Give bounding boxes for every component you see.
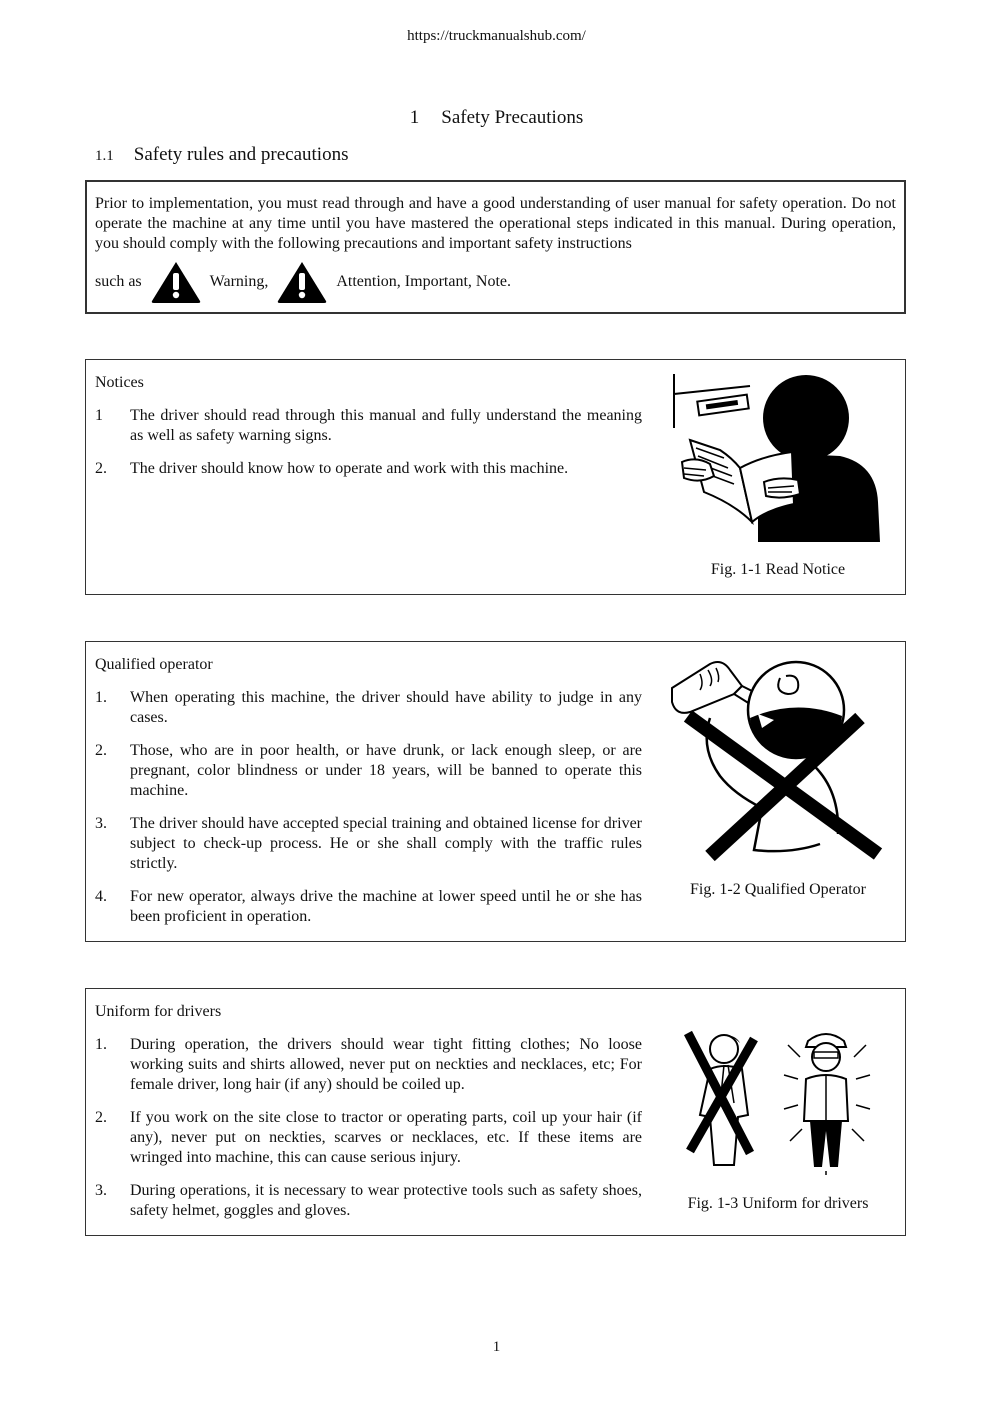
intro-warning-label: Warning, xyxy=(209,273,269,290)
list-item xyxy=(95,887,642,927)
item-number: 1 xyxy=(95,407,103,424)
chapter-heading xyxy=(0,107,993,129)
item-text: The driver should know how to operate and work with this machine. xyxy=(130,460,569,477)
figure-caption: Fig. 1-3 Uniform for drivers xyxy=(687,1195,869,1212)
uniform-title: Uniform for drivers xyxy=(95,1003,222,1020)
item-text: During operations, it is necessary to wear protective tools such as safety shoes, safety helmet, goggles and gloves. xyxy=(130,1182,642,1219)
page-number: 1 xyxy=(492,1339,501,1355)
item-text: The driver should have accepted special training and obtained license for driver subject to check-up process. He or she shall comply with the traffic rules strictly. xyxy=(130,815,642,872)
list-item xyxy=(95,459,642,479)
list-item xyxy=(95,688,642,728)
section-heading xyxy=(95,144,348,166)
item-text: The driver should read through this manual and fully understand the meaning as well as safety warning signs. xyxy=(130,407,642,444)
intro-last-line xyxy=(95,260,896,304)
notices-title: Notices xyxy=(95,374,144,391)
item-number: 1. xyxy=(95,689,107,706)
item-number: 1. xyxy=(95,1036,107,1053)
notices-list xyxy=(95,406,642,492)
qualified-box xyxy=(85,641,906,942)
item-number: 3. xyxy=(95,815,107,832)
warning-triangle-icon xyxy=(150,260,202,304)
item-number: 2. xyxy=(95,742,107,759)
header-url[interactable]: https://truckmanualshub.com/ xyxy=(407,28,586,44)
list-item xyxy=(95,1181,642,1221)
item-number: 2. xyxy=(95,460,107,477)
notices-box xyxy=(85,359,906,595)
list-item xyxy=(95,406,642,446)
uniform-drivers-figure xyxy=(680,1025,886,1179)
item-text: If you work on the site close to tractor or operating parts, coil up your hair (if any), never put on neckties, scarves or necklaces, etc. If these items are wringed into machine, this can cause serious injury. xyxy=(130,1109,642,1166)
chapter-title: Safety Precautions xyxy=(441,107,584,128)
item-number: 3. xyxy=(95,1182,107,1199)
section-number: 1.1 xyxy=(95,148,114,164)
qualified-list xyxy=(95,688,642,940)
uniform-list xyxy=(95,1035,642,1234)
qualified-title: Qualified operator xyxy=(95,656,213,673)
qualified-operator-figure xyxy=(670,658,890,868)
figure-caption: Fig. 1-1 Read Notice xyxy=(710,561,846,578)
item-number: 4. xyxy=(95,888,107,905)
item-number: 2. xyxy=(95,1109,107,1126)
intro-rest-label: Attention, Important, Note. xyxy=(336,273,511,290)
uniform-box xyxy=(85,988,906,1236)
item-text: Those, who are in poor health, or have drunk, or lack enough sleep, or are pregnant, color blindness or under 18 years, will be banned to operate this machine. xyxy=(130,742,642,799)
list-item xyxy=(95,1108,642,1168)
warning-triangle-icon xyxy=(276,260,328,304)
read-notice-figure xyxy=(670,372,886,544)
list-item xyxy=(95,741,642,801)
intro-text: Prior to implementation, you must read through and have a good understanding of user manual for safety operation. Do not operate the machine at any time until you have mastered the operational steps indicated in this manual. During operation, you should comply with the following precautions and important safety instructions xyxy=(95,195,896,252)
list-item xyxy=(95,1035,642,1095)
figure-caption: Fig. 1-2 Qualified Operator xyxy=(690,881,866,898)
intro-such-as: such as xyxy=(95,273,142,290)
list-item xyxy=(95,814,642,874)
item-text: When operating this machine, the driver should have ability to judge in any cases. xyxy=(130,689,642,726)
item-text: For new operator, always drive the machine at lower speed until he or she has been proficient in operation. xyxy=(130,888,642,925)
intro-box xyxy=(85,180,906,314)
item-text: During operation, the drivers should wear tight fitting clothes; No loose working suits and shirts allowed, never put on neckties and necklaces, etc; For female driver, long hair (if any) should be coiled up. xyxy=(130,1036,642,1093)
chapter-number: 1 xyxy=(409,107,420,128)
section-title: Safety rules and precautions xyxy=(133,144,349,165)
